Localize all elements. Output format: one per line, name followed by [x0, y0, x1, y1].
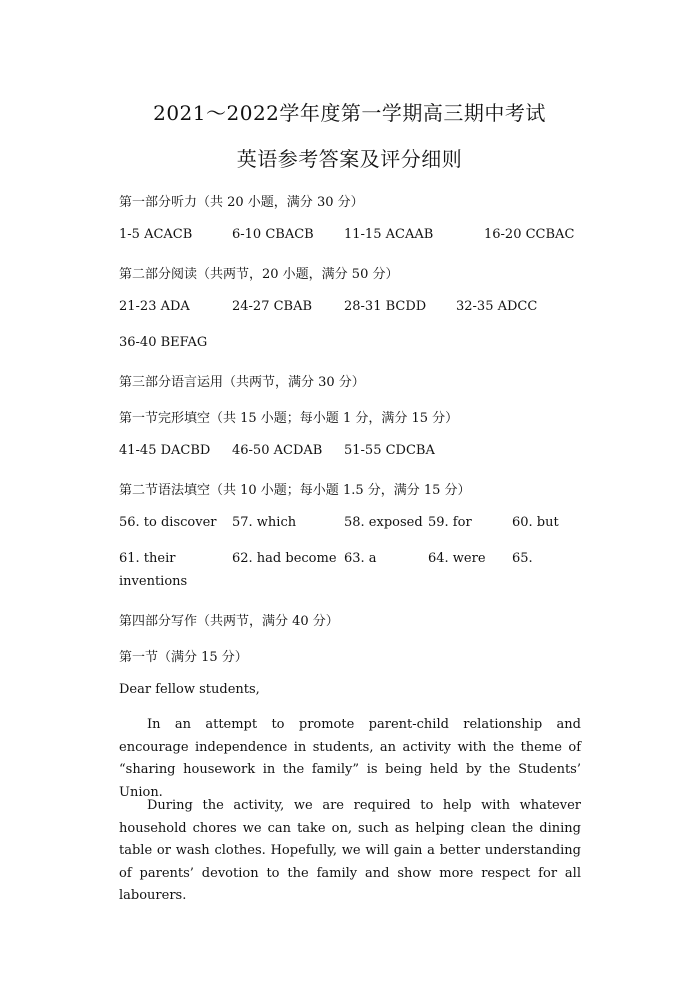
answer-group: 21-23 ADA [119, 299, 190, 314]
answer-group: 41-45 DACBD [119, 443, 211, 458]
answer-group: 6-10 CBACB [232, 227, 314, 242]
answer-group: 32-35 ADCC [456, 299, 538, 314]
grammar-answer: 59. for [428, 515, 472, 530]
grammar-answer: 64. were [428, 551, 486, 566]
answer-group: 16-20 CCBAC [484, 227, 575, 242]
part2-heading: 第二部分阅读（共两节，20 小题，满分 50 分） [119, 267, 399, 282]
answer-group: 11-15 ACAAB [344, 227, 434, 242]
grammar-answer: 61. their [119, 551, 176, 566]
grammar-answer: 56. to discover [119, 515, 217, 530]
letter-paragraph: In an attempt to promote parent-child relationship and encourage independence in students, an activity with the theme of “sharing housework in the family” is being held by the Students’ Union. [119, 717, 581, 800]
grammar-answer: 58. exposed [344, 515, 423, 530]
grammar-answer: 63. a [344, 551, 377, 566]
document-subtitle: 英语参考答案及评分细则 [236, 147, 463, 171]
answer-group: 28-31 BCDD [344, 299, 427, 314]
grammar-answer: 60. but [512, 515, 559, 530]
answer-group: 1-5 ACACB [119, 227, 193, 242]
grammar-answer: 62. had become [232, 551, 337, 566]
part3-heading: 第三部分语言运用（共两节，满分 30 分） [119, 375, 365, 390]
grammar-answer-wrap: inventions [119, 574, 188, 589]
part1-heading: 第一部分听力（共 20 小题，满分 30 分） [119, 195, 364, 210]
answer-group: 46-50 ACDAB [232, 443, 323, 458]
part4-heading: 第四部分写作（共两节，满分 40 分） [119, 614, 339, 629]
grammar-answer: 65. [512, 551, 533, 566]
answer-group: 24-27 CBAB [232, 299, 313, 314]
part3-section1-heading: 第一节完形填空（共 15 小题；每小题 1 分，满分 15 分） [119, 411, 459, 426]
letter-greeting: Dear fellow students, [119, 682, 260, 697]
answer-group: 36-40 BEFAG [119, 335, 208, 350]
part3-section2-heading: 第二节语法填空（共 10 小题；每小题 1.5 分，满分 15 分） [119, 483, 471, 498]
document-title: 2021～2022学年度第一学期高三期中考试 [153, 101, 546, 125]
grammar-answer: 57. which [232, 515, 297, 530]
part4-section1-heading: 第一节（满分 15 分） [119, 650, 248, 665]
answer-group: 51-55 CDCBA [344, 443, 435, 458]
letter-paragraph: During the activity, we are required to help with whatever household chores we can take on, such as helping clean the dining table or wash clothes. Hopefully, we will gain a better understanding of parents’ devotion to the family and show more respect for all labourers. [119, 798, 581, 903]
